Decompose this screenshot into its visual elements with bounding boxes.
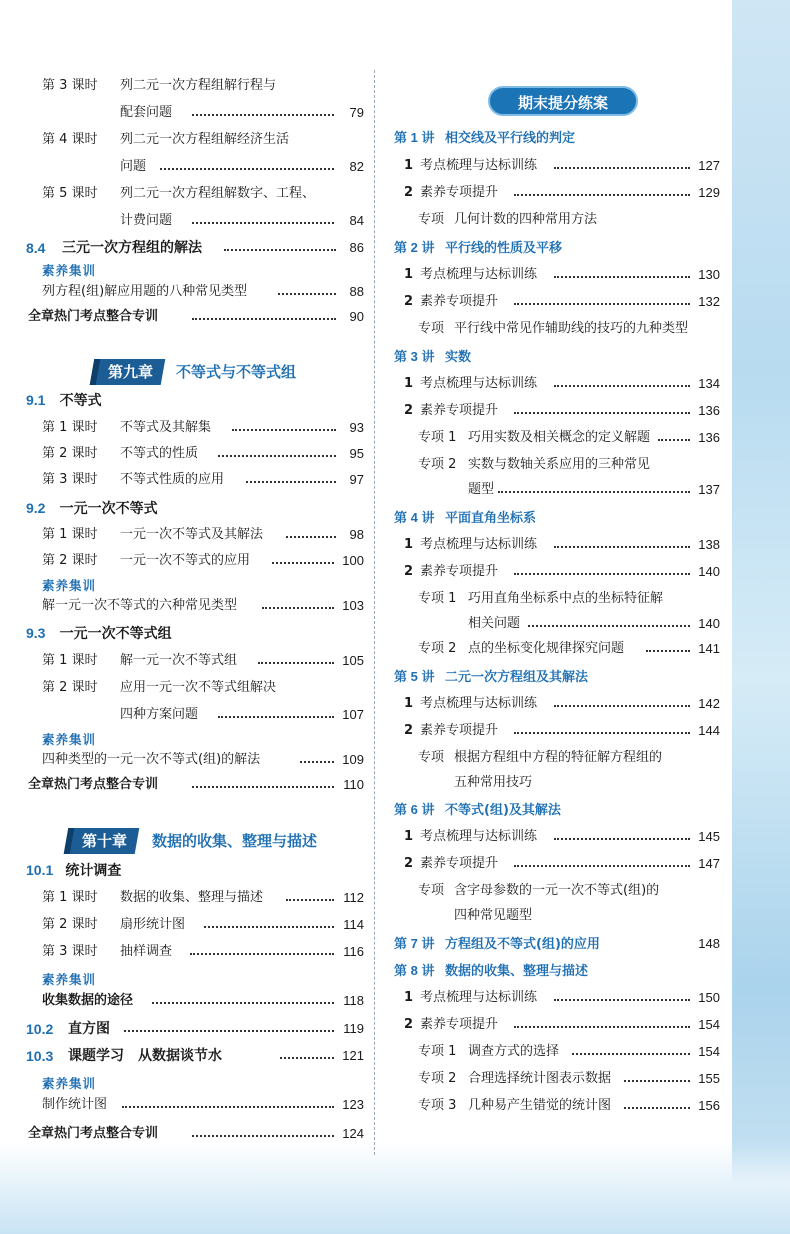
final-review-header: 期末提分练案 — [488, 86, 638, 116]
leader-dots — [278, 282, 336, 302]
lecture-8[interactable]: 第 8 讲 数据的收集、整理与描述 — [394, 963, 589, 979]
leader-dots — [218, 444, 336, 464]
lecture-3[interactable]: 第 3 讲 实数 — [394, 349, 472, 365]
leader-dots — [514, 1015, 690, 1035]
leader-dots — [192, 211, 334, 231]
leader-dots — [204, 915, 334, 935]
page-edge-decoration — [732, 0, 790, 1234]
leader-dots — [554, 265, 690, 285]
lecture-7[interactable]: 第 7 讲 方程组及不等式(组)的应用 148 — [394, 936, 720, 952]
leader-dots — [624, 1069, 690, 1089]
leader-dots — [528, 614, 690, 634]
leader-dots — [514, 401, 690, 421]
leader-dots — [554, 827, 690, 847]
leader-dots — [554, 374, 690, 394]
toc-page: 第 3 课时 列二元一次方程组解行程与 配套问题 79 第 4 课时 列二元一次方程组解经济生活 问题 82 第 5 课时 列二元一次方程组解数字、工程、 计费问题 84 8.4 三元一次方程组的解法 86 素养集训 列方程(组)解应用题的八种常见类型 88 全章热门考点整合专训 90 第九章 不等式与不等式组 9.1 不等式 第 1 课时 不等式及其解集 93 第 2 课时 不等式的性质 95 第 3 课时 不等式性质的应用 97 9.2 一元一次不等式 第 1 课时 一元一次不等式及其解法 98 第 2 课时 一元一次不等式的应用 100 素养集训 解一元一次不等式的六种常见类型 103 9.3 一元一次不等式组 第 1 课时 解一元一次不等式组 105 第 2 课时 应用一元一次不等式组解决 四种方案问题 107 素养集训 四种类型的一元一次不等式(组)的解法 109 全章热门考点整合专训 110 第十章 数据的收集、整理与描述 10.1 统计调查 第 1 课时 数据的收集、整理与描述 112 第 2 课时 扇形统计图 114 第 3 课时 抽样调查 116 素养集训 收集数据的途径 118 10.2 直方图 119 10.3 课题学习 从数据谈节水 121 素养集训 制作统计图 123 全章热门考点整合专训 124 期末提分练案 第 1 讲 相交线及平行线的判定 1 考点梳理与达标训练 127 2 素养专项提升 129 专项 几何计数的四种常用方法 第 2 讲 平行线的性质及平移 1 考点梳理与达标训练 130 2 素养专项提升 132 专项 平行线中常见作辅助线的技巧的九种类型 第 3 讲 实数 1 考点梳理与达标训练 134 2 素养专项提升 136 专项 1 巧用实数及相关概念的定义解题 136 专项 2 实数与数轴关系应用的三种常见 题型 137 第 4 讲 平面直角坐标系 1 考点梳理与达标训练 138 2 素养专项提升 140 专项 1 巧用直角坐标系中点的坐标特征解 相关问题 140 专项 2 点的坐标变化规律探究问题 141 第 5 讲 二元一次方程组及其解法 1 考点梳理与达标训练 142 2 素养专项提升 144 专项 根据方程组中方程的特征解方程组的 五种常用技巧 第 6 讲 不等式(组)及其解法 1 考点梳理与达标训练 145 2 素养专项提升 147 专项 含字母参数的一元一次不等式(组)的 四种常见题型 第 7 讲 方程组及不等式(组)的应用 148 第 8 讲 数据的收集、整理与描述 1 考点梳理与达标训练 150 2 素养专项提升 154 专项 1 调查方式的选择 154 专项 2 合理选择统计图表示数据 155 专项 3 几种易产生错觉的统计图 156 — [0, 0, 732, 1234]
leader-dots — [514, 292, 690, 312]
leader-dots — [190, 942, 334, 962]
leader-dots — [152, 991, 334, 1011]
leader-dots — [286, 525, 336, 545]
leader-dots — [272, 551, 334, 571]
leader-dots — [554, 988, 690, 1008]
lecture-1[interactable]: 第 1 讲 相交线及平行线的判定 — [394, 130, 576, 146]
leader-dots — [232, 418, 336, 438]
chapter-9-tag: 第九章 — [90, 359, 166, 385]
leader-dots — [192, 1124, 334, 1144]
leader-dots — [514, 183, 690, 203]
leader-dots — [224, 238, 336, 258]
leader-dots — [554, 535, 690, 555]
leader-dots — [300, 750, 334, 770]
leader-dots — [554, 156, 690, 176]
lecture-6[interactable]: 第 6 讲 不等式(组)及其解法 — [394, 802, 561, 818]
leader-dots — [286, 888, 334, 908]
section-9-3[interactable]: 9.3 一元一次不等式组 — [26, 625, 172, 642]
section-9-2[interactable]: 9.2 一元一次不等式 — [26, 500, 158, 517]
leader-dots — [258, 651, 334, 671]
lecture-2[interactable]: 第 2 讲 平行线的性质及平移 — [394, 240, 563, 256]
leader-dots — [218, 705, 334, 725]
leader-dots — [554, 694, 690, 714]
practice-label: 素养集训 — [42, 578, 97, 593]
leader-dots — [192, 307, 336, 327]
leader-dots — [192, 103, 334, 123]
leader-dots — [246, 470, 336, 490]
leader-dots — [658, 428, 690, 448]
leader-dots — [124, 1019, 334, 1039]
column-divider — [374, 70, 375, 1155]
practice-label: 素养集训 — [42, 972, 97, 987]
leader-dots — [160, 157, 334, 177]
practice-label: 素养集训 — [42, 263, 97, 278]
chapter-10-title[interactable]: 数据的收集、整理与描述 — [152, 832, 318, 850]
lecture-5[interactable]: 第 5 讲 二元一次方程组及其解法 — [394, 669, 589, 685]
section-10-1[interactable]: 10.1 统计调查 — [26, 862, 122, 879]
leader-dots — [498, 480, 690, 500]
leader-dots — [624, 1096, 690, 1116]
chapter-10-tag: 第十章 — [64, 828, 140, 854]
leader-dots — [646, 639, 690, 659]
leader-dots — [262, 596, 334, 616]
practice-label: 素养集训 — [42, 1076, 97, 1091]
leader-dots — [122, 1095, 334, 1115]
section-9-1[interactable]: 9.1 不等式 — [26, 392, 102, 409]
leader-dots — [514, 854, 690, 874]
practice-label: 素养集训 — [42, 732, 97, 747]
leader-dots — [514, 721, 690, 741]
leader-dots — [192, 775, 334, 795]
leader-dots — [280, 1046, 334, 1066]
leader-dots — [572, 1042, 690, 1062]
lecture-4[interactable]: 第 4 讲 平面直角坐标系 — [394, 510, 537, 526]
leader-dots — [514, 562, 690, 582]
chapter-9-title[interactable]: 不等式与不等式组 — [176, 363, 297, 381]
